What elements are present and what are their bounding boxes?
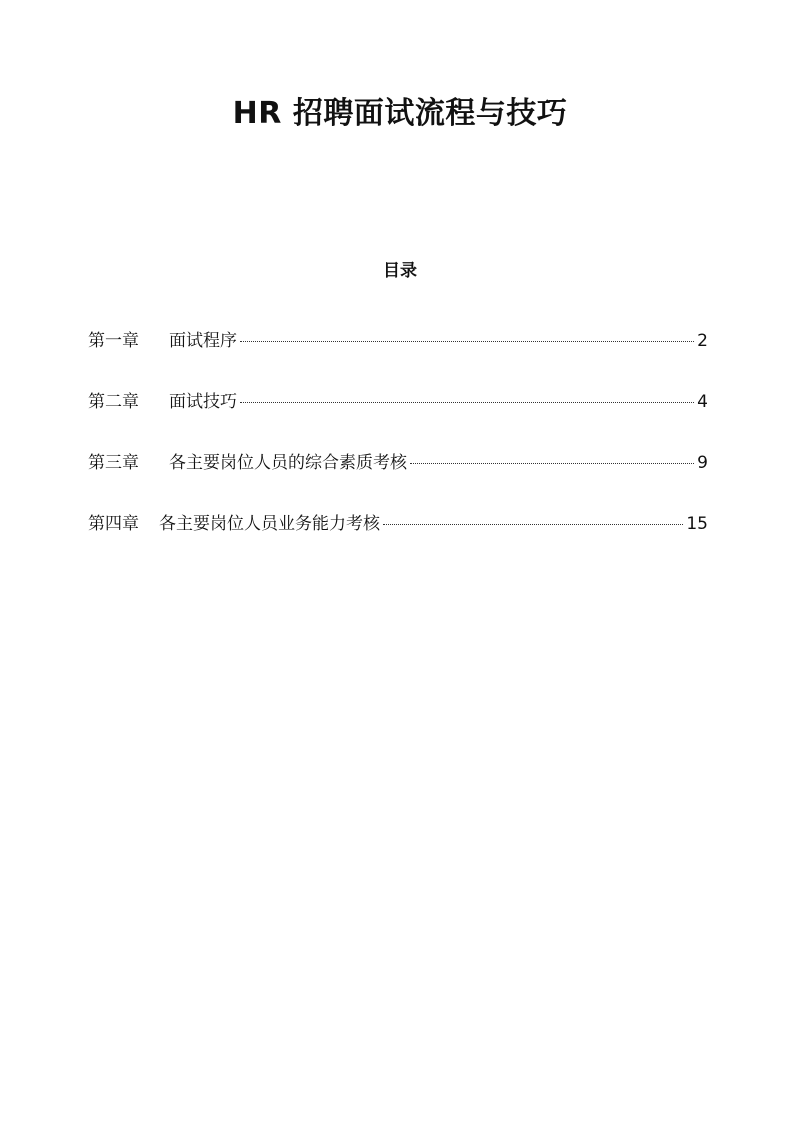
- toc-chapter-label: 第四章: [88, 514, 139, 534]
- toc-entry-chapter-1[interactable]: [88, 326, 708, 354]
- toc-dot-leader: [240, 341, 694, 342]
- toc-page-number: 9: [697, 453, 708, 473]
- toc-page-number: 2: [697, 331, 708, 351]
- toc-chapter-title: 各主要岗位人员的综合素质考核: [169, 453, 407, 473]
- toc-dot-leader: [410, 463, 694, 464]
- toc-page-number: 15: [686, 514, 708, 534]
- table-of-contents: [88, 326, 708, 570]
- toc-chapter-label: 第一章: [88, 331, 139, 351]
- toc-entry-chapter-3[interactable]: [88, 448, 708, 476]
- toc-dot-leader: [383, 524, 683, 525]
- toc-dot-leader: [240, 402, 694, 403]
- toc-chapter-label: 第二章: [88, 392, 139, 412]
- document-title: HR 招聘面试流程与技巧: [232, 96, 568, 131]
- toc-chapter-label: 第三章: [88, 453, 139, 473]
- toc-entry-chapter-4[interactable]: [88, 509, 708, 537]
- toc-heading: 目录: [383, 261, 417, 281]
- toc-page-number: 4: [697, 392, 708, 412]
- toc-chapter-title: 面试程序: [169, 331, 237, 351]
- toc-chapter-title: 各主要岗位人员业务能力考核: [159, 514, 380, 534]
- toc-chapter-title: 面试技巧: [169, 392, 237, 412]
- toc-entry-chapter-2[interactable]: [88, 387, 708, 415]
